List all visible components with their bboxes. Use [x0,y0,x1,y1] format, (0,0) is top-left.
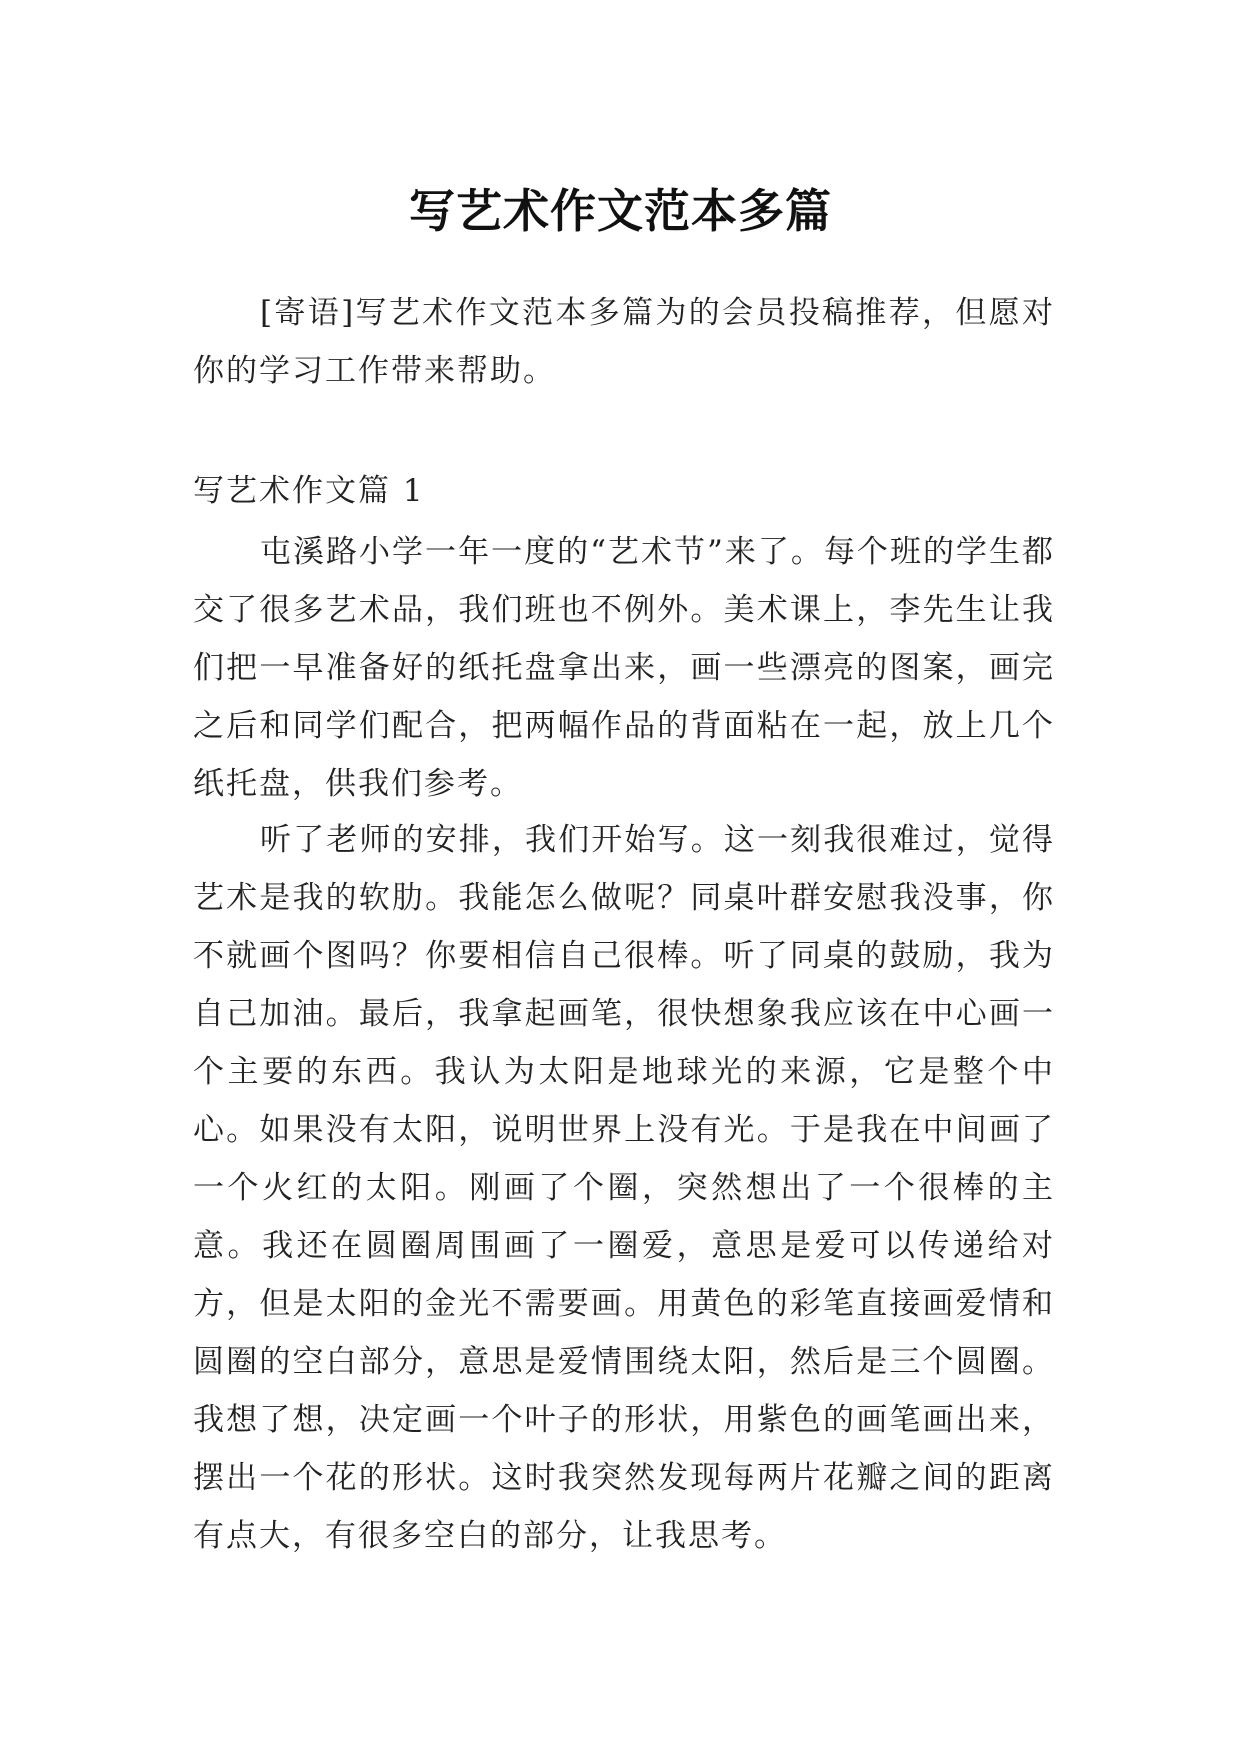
body-paragraph: 听了老师的安排，我们开始写。这一刻我很难过，觉得艺术是我的软肋。我能怎么做呢？同桌叶群安慰我没事，你不就画个图吗？你要相信自己很棒。听了同桌的鼓励，我为自己加油。最后，我拿起画笔，很快想象我应该在中心画一个主要的东西。我认为太阳是地球光的来源，它是整个中心。如果没有太阳，说明世界上没有光。于是我在中间画了一个火红的太阳。刚画了个圈，突然想出了一个很棒的主意。我还在圆圈周围画了一圈爱，意思是爱可以传递给对方，但是太阳的金光不需要画。用黄色的彩笔直接画爱情和圆圈的空白部分，意思是爱情围绕太阳，然后是三个圆圈。我想了想，决定画一个叶子的形状，用紫色的画笔画出来，摆出一个花的形状。这时我突然发现每两片花瓣之间的距离有点大，有很多空白的部分，让我思考。 [193,822,1055,1554]
intro-paragraph: [寄语]写艺术作文范本多篇为的会员投稿推荐，但愿对你的学习工作带来帮助。 [193,295,1055,389]
section-heading: 写艺术作文篇 1 [193,473,425,509]
document-title: 写艺术作文范本多篇 [409,183,832,238]
body-paragraph: 屯溪路小学一年一度的“艺术节”来了。每个班的学生都交了很多艺术品，我们班也不例外。美术课上，李先生让我们把一早准备好的纸托盘拿出来，画一些漂亮的图案，画完之后和同学们配合，把两幅作品的背面粘在一起，放上几个纸托盘，供我们参考。 [193,534,1055,802]
